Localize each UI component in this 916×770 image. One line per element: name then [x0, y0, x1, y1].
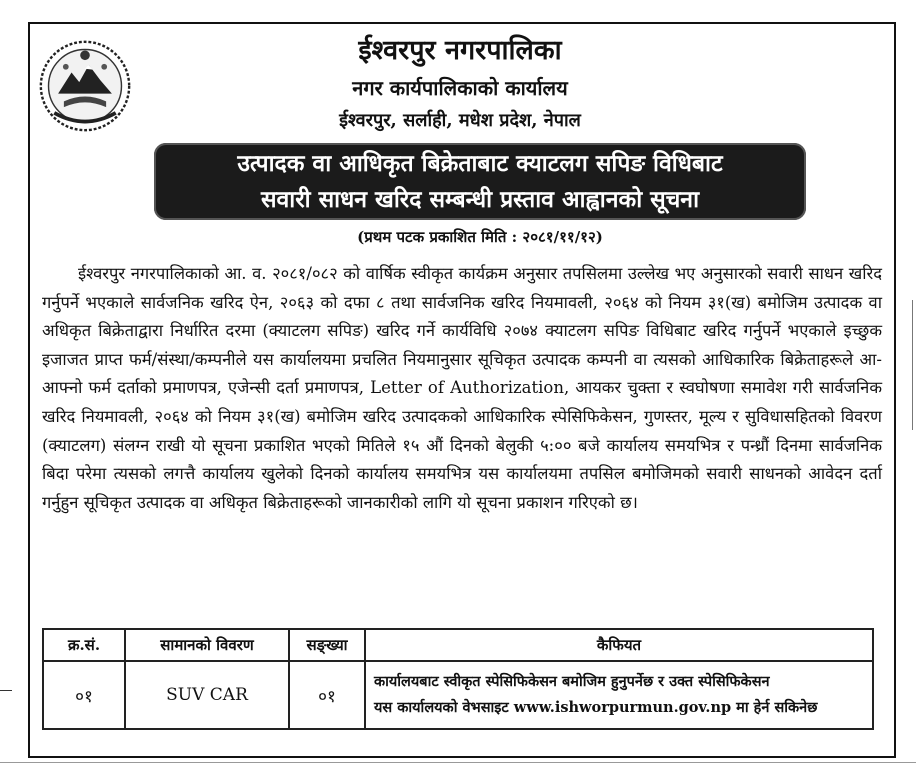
notice-body: ईश्वरपुर नगरपालिकाको आ. व. २०८१/०८२ को वार्षिक स्वीकृत कार्यक्रम अनुसार तपसिलमा उल्लेख भए अनुसारको सवारी साधन खरिद गर्नुपर्ने भएकाले सार्वजनिक खरिद ऐन, २०६३ को दफा ८ तथा सार्वजनिक खरिद नियमावली, २०६४ को नियम ३१(ख) बमोजिम उत्पादक वा अधिकृत बिक्रेताद्वारा निर्धारित दरमा (क्याटलग सपिङ) खरिद गर्ने कार्यविधि २०७४ क्याटलग सपिङ विधिबाट खरिद गर्नुपर्ने भएकाले इच्छुक इजाजत प्राप्त फर्म/संस्था/कम्पनीले यस कार्यालयमा प्रचलित नियमानुसार सूचिकृत उत्पादक कम्पनी वा त्यसको आधिकारिक बिक्रेताहरूले आ-आफ्नो फर्म दर्ताको प्रमाणपत्र, एजेन्सी दर्ता प्रमाणपत्र, Letter of Authorization, आयकर चुक्ता र स्वघोषणा समावेश गरी सार्वजनिक खरिद नियमावली, २०६४ को नियम ३१(ख) बमोजिम खरिद उत्पादकको आधिकारिक स्पेसिफिकेसन, गुणस्तर, मूल्य र सुविधासहितको विवरण (क्याटलग) संलग्न राखी यो सूचना प्रकाशित भएको मितिले १५ औं दिनको बेलुकी ५:०० बजे कार्यालय समयभित्र र पन्ध्रौं दिनमा सार्वजनिक बिदा परेमा त्यसको लगत्तै कार्यालय खुलेको दिनको कार्यालय समयभित्र यस कार्यालयमा तपसिल बमोजिमको सवारी साधनको आवेदन दर्ता गर्नुहुन सूचिकृत उत्पादक वा अधिकृत बिक्रेताहरूको जानकारीको लागि यो सूचना प्रकाशन गरिएको छ।: [42, 264, 882, 512]
scan-bottom-line: [0, 762, 916, 763]
table-header-row: [43, 629, 873, 661]
row-qty: ०१: [289, 661, 365, 729]
row-sn: ०१: [43, 661, 125, 729]
notice-title-line1: उत्पादक वा आधिकृत बिक्रेताबाट क्याटलग सपिङ विधिबाट: [237, 149, 723, 177]
notice-title-banner: [154, 143, 806, 220]
header-remarks: कैफियत: [365, 629, 873, 661]
office-address: ईश्वरपुर, सर्लाही, मधेश प्रदेश, नेपाल: [339, 110, 581, 131]
row-remarks: [365, 661, 873, 729]
scan-edge-mark: [0, 690, 12, 691]
row-item: SUV CAR: [125, 661, 289, 729]
header-item: सामानको विवरण: [125, 629, 289, 661]
nepal-government-emblem-icon: [37, 38, 133, 134]
notice-title-line2: सवारी साधन खरिद सम्बन्धी प्रस्ताव आह्वानको सूचना: [260, 185, 700, 213]
remark-line2: यस कार्यालयको वेभसाइट www.ishworpurmun.gov.np मा हेर्न सकिनेछ: [374, 699, 818, 716]
publish-date: (प्रथम पटक प्रकाशित मिति : २०८१/११/१२): [357, 228, 603, 246]
table-row: [43, 661, 873, 729]
header-qty: सङ्ख्या: [289, 629, 365, 661]
scan-right-edge: [912, 300, 913, 430]
items-table: [42, 628, 874, 730]
header-sn: क्र.सं.: [43, 629, 125, 661]
office-name: नगर कार्यपालिकाको कार्यालय: [352, 76, 568, 100]
remark-line1: कार्यालयबाट स्वीकृत स्पेसिफिकेसन बमोजिम हुनुपर्नेछ र उक्त स्पेसिफिकेसन: [374, 673, 770, 690]
municipality-name: ईश्वरपुर नगरपालिका: [358, 35, 562, 66]
